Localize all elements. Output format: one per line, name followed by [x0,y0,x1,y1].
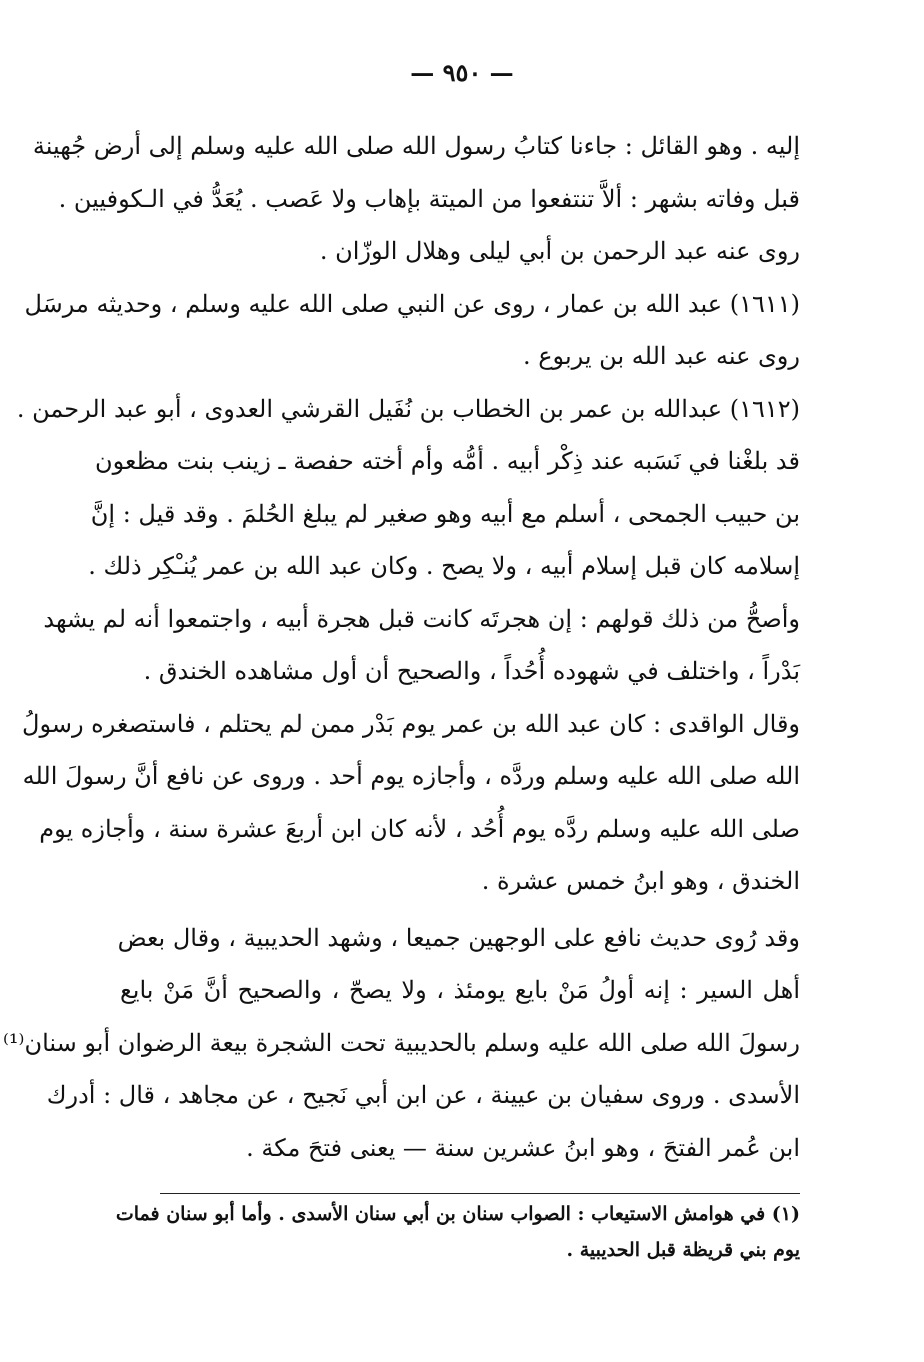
footnote-divider [160,1193,800,1194]
text-line: ابن عُمر الفتحَ ، وهو ابنُ عشرين سنة — يعنى فتحَ مكة . [246,1133,800,1162]
text-line: روى عنه عبد الرحمن بن أبي ليلى وهلال الوزّان . [319,237,800,265]
text-line: رسولَ الله صلى الله عليه وسلم بالحديبية تحت الشجرة بيعة الرضوان أبو سنان⁽¹⁾ [3,1028,800,1057]
footnote-line: (١) في هوامش الاستيعاب : الصواب سنان بن أبي سنان الأسدى . وأما أبو سنان فمات [115,1203,800,1225]
entry-heading-1612: (١٦١٢) عبدالله بن عمر بن الخطاب بن نُفَيل القرشي العدوى ، أبو عبد الرحمن . [16,394,800,423]
footnote-line: يوم بني قريظة قبل الحديبية . [566,1239,800,1261]
text-line: إليه . وهو القائل : جاءنا كتابُ رسول الله صلى الله عليه وسلم إلى أرض جُهينة [32,132,800,160]
text-line: صلى الله عليه وسلم ردَّه يوم أُحُد ، لأنه كان ابن أربعَ عشرة سنة ، وأجازه يوم [39,814,800,843]
footnote [115,1196,800,1268]
entry-heading-1611: (١٦١١) عبد الله بن عمار ، روى عن النبي صلى الله عليه وسلم ، وحديثه مرسَل [24,289,800,318]
text-line: وقال الواقدى : كان عبد الله بن عمر يوم بَدْر ممن لم يحتلم ، فاستصغره رسولُ [22,709,800,738]
text-line: قبل وفاته بشهر : ألاَّ تنتفعوا من الميتة بإهاب ولا عَصب . يُعَدُّ في الـكوفيين . [58,184,800,213]
text-line: الله صلى الله عليه وسلم وردَّه ، وأجازه يوم أحد . وروى عن نافع أنَّ رسولَ الله [22,762,800,790]
text-line: روى عنه عبد الله بن يربوع . [522,342,800,370]
text-line: إسلامه كان قبل إسلام أبيه ، ولا يصح . وكان عبد الله بن عمر يُنـْكِر ذلك . [88,552,800,580]
text-line: وأصحُّ من ذلك قولهم : إن هجرتَه كانت قبل هجرة أبيه ، واجتمعوا أنه لم يشهد [43,604,800,633]
text-line: أهل السير : إنه أولُ مَنْ بايع يومئذ ، ولا يصحّ ، والصحيح أنَّ مَنْ بايع [120,976,800,1004]
text-line: وقد رُوى حديث نافع على الوجهين جميعا ، وشهد الحديبية ، وقال بعض [117,923,800,952]
page-number: — ٩٥٠ — [410,58,514,87]
body-text [3,120,800,1174]
text-line: قد بلغْنا في نَسَبه عند ذِكْر أبيه . أمُّه وأم أخته حفصة ـ زينب بنت مظعون [94,447,800,475]
text-line: الخندق ، وهو ابنُ خمس عشرة . [481,867,800,895]
text-line: بن حبيب الجمحى ، أسلم مع أبيه وهو صغير لم يبلغ الحُلمَ . وقد قيل : إنَّ [90,499,800,528]
text-line: بَدْراً ، واختلف في شهوده أُحُداً ، والصحيح أن أول مشاهده الخندق . [143,657,800,685]
text-line: الأسدى . وروى سفيان بن عيينة ، عن ابن أبي نَجيح ، عن مجاهد ، قال : أدرك [46,1081,800,1109]
